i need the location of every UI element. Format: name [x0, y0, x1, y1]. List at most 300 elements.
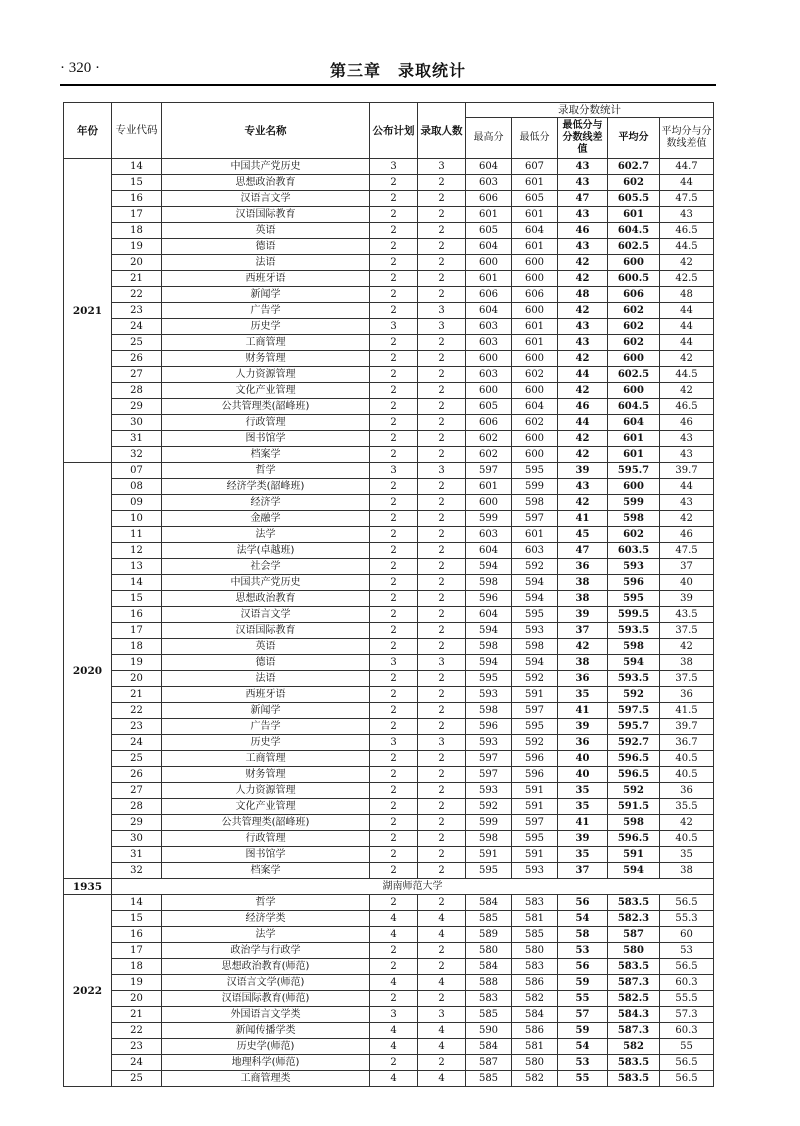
table-row — [64, 431, 714, 447]
table-row — [64, 991, 714, 1007]
cell-admitted: 2 — [418, 271, 466, 287]
cell-plan: 2 — [370, 175, 418, 191]
cell-lowest: 601 — [512, 527, 558, 543]
cell-plan: 2 — [370, 687, 418, 703]
cell-avg-diff: 46.5 — [660, 399, 714, 415]
cell-major-name: 政治学与行政学 — [162, 943, 370, 959]
cell-code: 21 — [112, 271, 162, 287]
cell-average: 602.5 — [608, 239, 660, 255]
cell-plan: 2 — [370, 431, 418, 447]
cell-avg-diff: 47.5 — [660, 543, 714, 559]
cell-major-name: 德语 — [162, 239, 370, 255]
cell-highest: 600 — [466, 383, 512, 399]
cell-code: 32 — [112, 447, 162, 463]
cell-code: 15 — [112, 175, 162, 191]
cell-lowest: 585 — [512, 927, 558, 943]
cell-avg-diff: 39 — [660, 591, 714, 607]
cell-lowest: 600 — [512, 383, 558, 399]
cell-lowest: 600 — [512, 271, 558, 287]
cell-avg-diff: 44 — [660, 319, 714, 335]
cell-major-name: 新闻学 — [162, 703, 370, 719]
table-row — [64, 495, 714, 511]
cell-major-name: 广告学 — [162, 303, 370, 319]
cell-min-diff: 42 — [558, 271, 608, 287]
cell-average: 596.5 — [608, 767, 660, 783]
cell-average: 598 — [608, 639, 660, 655]
cell-code: 17 — [112, 623, 162, 639]
cell-min-diff: 54 — [558, 1039, 608, 1055]
table-row — [64, 927, 714, 943]
cell-plan: 2 — [370, 783, 418, 799]
cell-highest: 600 — [466, 255, 512, 271]
cell-code: 24 — [112, 1055, 162, 1071]
cell-highest: 604 — [466, 159, 512, 175]
cell-year: 2022 — [64, 895, 112, 1087]
cell-avg-diff: 43 — [660, 495, 714, 511]
page-header — [60, 58, 716, 82]
cell-admitted: 4 — [418, 975, 466, 991]
cell-highest: 606 — [466, 191, 512, 207]
cell-lowest: 596 — [512, 751, 558, 767]
cell-major-name: 新闻传播学类 — [162, 1023, 370, 1039]
cell-min-diff: 41 — [558, 815, 608, 831]
cell-admitted: 2 — [418, 495, 466, 511]
cell-major-name: 西班牙语 — [162, 271, 370, 287]
cell-min-diff: 43 — [558, 319, 608, 335]
cell-avg-diff: 43 — [660, 431, 714, 447]
cell-highest: 604 — [466, 607, 512, 623]
cell-admitted: 3 — [418, 463, 466, 479]
university-code: 1935 — [64, 879, 112, 895]
cell-lowest: 600 — [512, 431, 558, 447]
cell-admitted: 2 — [418, 831, 466, 847]
cell-major-name: 历史学 — [162, 319, 370, 335]
table-row — [64, 783, 714, 799]
cell-plan: 2 — [370, 607, 418, 623]
cell-major-name: 行政管理 — [162, 831, 370, 847]
cell-min-diff: 56 — [558, 959, 608, 975]
cell-min-diff: 35 — [558, 847, 608, 863]
cell-avg-diff: 42.5 — [660, 271, 714, 287]
cell-avg-diff: 55.3 — [660, 911, 714, 927]
cell-min-diff: 55 — [558, 1071, 608, 1087]
cell-min-diff: 58 — [558, 927, 608, 943]
cell-admitted: 2 — [418, 207, 466, 223]
table-row — [64, 399, 714, 415]
col-avg-diff: 平均分与分数线差值 — [660, 118, 714, 159]
admission-stats-table — [63, 102, 714, 1087]
cell-admitted: 4 — [418, 911, 466, 927]
table-row — [64, 351, 714, 367]
cell-code: 15 — [112, 591, 162, 607]
cell-admitted: 2 — [418, 351, 466, 367]
cell-admitted: 2 — [418, 367, 466, 383]
cell-major-name: 人力资源管理 — [162, 367, 370, 383]
cell-plan: 3 — [370, 159, 418, 175]
col-score-group: 录取分数统计 — [466, 103, 714, 118]
cell-average: 592 — [608, 783, 660, 799]
cell-admitted: 3 — [418, 655, 466, 671]
cell-plan: 2 — [370, 863, 418, 879]
cell-average: 601 — [608, 447, 660, 463]
cell-average: 600 — [608, 255, 660, 271]
cell-min-diff: 37 — [558, 863, 608, 879]
page-number: · 320 · — [60, 60, 100, 76]
cell-highest: 593 — [466, 687, 512, 703]
cell-average: 605.5 — [608, 191, 660, 207]
cell-major-name: 法语 — [162, 671, 370, 687]
cell-major-name: 人力资源管理 — [162, 783, 370, 799]
cell-highest: 594 — [466, 559, 512, 575]
cell-avg-diff: 39.7 — [660, 463, 714, 479]
cell-code: 10 — [112, 511, 162, 527]
cell-major-name: 经济学 — [162, 495, 370, 511]
cell-admitted: 2 — [418, 751, 466, 767]
cell-min-diff: 47 — [558, 543, 608, 559]
cell-plan: 2 — [370, 943, 418, 959]
cell-highest: 593 — [466, 735, 512, 751]
cell-lowest: 591 — [512, 799, 558, 815]
cell-plan: 4 — [370, 911, 418, 927]
cell-min-diff: 39 — [558, 607, 608, 623]
cell-average: 582.5 — [608, 991, 660, 1007]
cell-admitted: 2 — [418, 719, 466, 735]
cell-code: 26 — [112, 767, 162, 783]
cell-code: 08 — [112, 479, 162, 495]
cell-plan: 2 — [370, 959, 418, 975]
cell-plan: 2 — [370, 191, 418, 207]
cell-min-diff: 38 — [558, 591, 608, 607]
table-row — [64, 591, 714, 607]
cell-plan: 2 — [370, 895, 418, 911]
cell-highest: 603 — [466, 527, 512, 543]
cell-min-diff: 36 — [558, 559, 608, 575]
cell-highest: 605 — [466, 399, 512, 415]
cell-admitted: 2 — [418, 447, 466, 463]
cell-major-name: 历史学(师范) — [162, 1039, 370, 1055]
cell-min-diff: 43 — [558, 335, 608, 351]
cell-admitted: 3 — [418, 735, 466, 751]
cell-min-diff: 53 — [558, 943, 608, 959]
cell-min-diff: 38 — [558, 655, 608, 671]
cell-highest: 595 — [466, 863, 512, 879]
cell-major-name: 德语 — [162, 655, 370, 671]
cell-avg-diff: 55.5 — [660, 991, 714, 1007]
cell-code: 19 — [112, 239, 162, 255]
cell-lowest: 593 — [512, 623, 558, 639]
cell-highest: 597 — [466, 767, 512, 783]
cell-lowest: 597 — [512, 511, 558, 527]
cell-plan: 2 — [370, 991, 418, 1007]
cell-highest: 585 — [466, 1007, 512, 1023]
cell-average: 602 — [608, 335, 660, 351]
table-row — [64, 367, 714, 383]
table-row — [64, 239, 714, 255]
cell-average: 602.5 — [608, 367, 660, 383]
cell-major-name: 英语 — [162, 223, 370, 239]
cell-lowest: 607 — [512, 159, 558, 175]
cell-major-name: 工商管理类 — [162, 1071, 370, 1087]
table-row — [64, 207, 714, 223]
cell-major-name: 外国语言文学类 — [162, 1007, 370, 1023]
cell-highest: 591 — [466, 847, 512, 863]
cell-lowest: 580 — [512, 943, 558, 959]
cell-major-name: 财务管理 — [162, 767, 370, 783]
cell-min-diff: 57 — [558, 1007, 608, 1023]
cell-lowest: 580 — [512, 1055, 558, 1071]
cell-code: 25 — [112, 751, 162, 767]
cell-admitted: 2 — [418, 511, 466, 527]
cell-highest: 589 — [466, 927, 512, 943]
cell-highest: 598 — [466, 831, 512, 847]
cell-average: 592.7 — [608, 735, 660, 751]
cell-highest: 599 — [466, 815, 512, 831]
cell-lowest: 598 — [512, 639, 558, 655]
cell-min-diff: 37 — [558, 623, 608, 639]
cell-plan: 2 — [370, 479, 418, 495]
cell-highest: 602 — [466, 447, 512, 463]
cell-lowest: 582 — [512, 991, 558, 1007]
cell-min-diff: 40 — [558, 751, 608, 767]
cell-average: 587.3 — [608, 1023, 660, 1039]
cell-lowest: 595 — [512, 831, 558, 847]
cell-admitted: 2 — [418, 799, 466, 815]
cell-min-diff: 53 — [558, 1055, 608, 1071]
cell-highest: 601 — [466, 271, 512, 287]
cell-admitted: 2 — [418, 703, 466, 719]
cell-avg-diff: 42 — [660, 351, 714, 367]
cell-average: 604.5 — [608, 223, 660, 239]
cell-major-name: 新闻学 — [162, 287, 370, 303]
table-row — [64, 655, 714, 671]
cell-highest: 601 — [466, 479, 512, 495]
cell-min-diff: 41 — [558, 703, 608, 719]
table-row — [64, 863, 714, 879]
cell-average: 580 — [608, 943, 660, 959]
cell-plan: 2 — [370, 831, 418, 847]
cell-avg-diff: 48 — [660, 287, 714, 303]
cell-lowest: 594 — [512, 655, 558, 671]
cell-admitted: 2 — [418, 399, 466, 415]
cell-min-diff: 36 — [558, 735, 608, 751]
cell-major-name: 财务管理 — [162, 351, 370, 367]
header-rule — [60, 84, 716, 86]
col-name: 专业名称 — [162, 103, 370, 159]
table-row — [64, 479, 714, 495]
cell-code: 19 — [112, 975, 162, 991]
cell-average: 604 — [608, 415, 660, 431]
cell-average: 596.5 — [608, 751, 660, 767]
cell-code: 22 — [112, 1023, 162, 1039]
cell-highest: 594 — [466, 655, 512, 671]
cell-lowest: 594 — [512, 591, 558, 607]
cell-year: 2021 — [64, 159, 112, 463]
cell-average: 602.7 — [608, 159, 660, 175]
cell-average: 591.5 — [608, 799, 660, 815]
cell-lowest: 605 — [512, 191, 558, 207]
cell-lowest: 599 — [512, 479, 558, 495]
cell-admitted: 2 — [418, 591, 466, 607]
cell-min-diff: 42 — [558, 303, 608, 319]
cell-code: 18 — [112, 959, 162, 975]
cell-major-name: 汉语国际教育(师范) — [162, 991, 370, 1007]
cell-average: 602 — [608, 319, 660, 335]
cell-highest: 596 — [466, 591, 512, 607]
cell-plan: 2 — [370, 575, 418, 591]
cell-avg-diff: 44 — [660, 335, 714, 351]
col-lowest: 最低分 — [512, 118, 558, 159]
cell-highest: 606 — [466, 415, 512, 431]
cell-highest: 604 — [466, 303, 512, 319]
cell-code: 18 — [112, 223, 162, 239]
cell-lowest: 598 — [512, 495, 558, 511]
cell-plan: 2 — [370, 751, 418, 767]
cell-lowest: 592 — [512, 559, 558, 575]
cell-code: 19 — [112, 655, 162, 671]
cell-admitted: 2 — [418, 767, 466, 783]
cell-plan: 3 — [370, 655, 418, 671]
cell-admitted: 2 — [418, 383, 466, 399]
cell-admitted: 4 — [418, 1039, 466, 1055]
cell-admitted: 2 — [418, 623, 466, 639]
cell-plan: 2 — [370, 415, 418, 431]
col-year: 年份 — [64, 103, 112, 159]
cell-major-name: 地理科学(师范) — [162, 1055, 370, 1071]
cell-code: 20 — [112, 255, 162, 271]
table-row — [64, 607, 714, 623]
cell-avg-diff: 46 — [660, 527, 714, 543]
cell-major-name: 汉语言文学 — [162, 607, 370, 623]
cell-avg-diff: 42 — [660, 255, 714, 271]
cell-highest: 606 — [466, 287, 512, 303]
cell-major-name: 英语 — [162, 639, 370, 655]
cell-plan: 4 — [370, 927, 418, 943]
cell-highest: 585 — [466, 911, 512, 927]
cell-plan: 2 — [370, 303, 418, 319]
cell-avg-diff: 37.5 — [660, 671, 714, 687]
cell-average: 597.5 — [608, 703, 660, 719]
cell-highest: 600 — [466, 495, 512, 511]
col-highest: 最高分 — [466, 118, 512, 159]
cell-plan: 2 — [370, 623, 418, 639]
cell-plan: 2 — [370, 639, 418, 655]
cell-min-diff: 42 — [558, 447, 608, 463]
cell-lowest: 595 — [512, 719, 558, 735]
cell-avg-diff: 56.5 — [660, 959, 714, 975]
cell-plan: 2 — [370, 671, 418, 687]
cell-average: 595 — [608, 591, 660, 607]
cell-admitted: 2 — [418, 639, 466, 655]
cell-plan: 2 — [370, 207, 418, 223]
table-row — [64, 303, 714, 319]
cell-plan: 2 — [370, 543, 418, 559]
table-row — [64, 255, 714, 271]
cell-admitted: 2 — [418, 783, 466, 799]
cell-average: 594 — [608, 863, 660, 879]
cell-min-diff: 42 — [558, 351, 608, 367]
table-row — [64, 751, 714, 767]
cell-lowest: 594 — [512, 575, 558, 591]
cell-code: 30 — [112, 415, 162, 431]
cell-major-name: 行政管理 — [162, 415, 370, 431]
table-row — [64, 1007, 714, 1023]
cell-plan: 2 — [370, 703, 418, 719]
cell-average: 592 — [608, 687, 660, 703]
cell-admitted: 2 — [418, 239, 466, 255]
cell-major-name: 法语 — [162, 255, 370, 271]
cell-admitted: 2 — [418, 527, 466, 543]
cell-code: 16 — [112, 927, 162, 943]
cell-average: 596 — [608, 575, 660, 591]
cell-code: 29 — [112, 399, 162, 415]
cell-highest: 603 — [466, 367, 512, 383]
cell-admitted: 4 — [418, 1071, 466, 1087]
cell-highest: 604 — [466, 543, 512, 559]
university-name: 湖南师范大学 — [112, 879, 714, 895]
col-average: 平均分 — [608, 118, 660, 159]
cell-plan: 2 — [370, 399, 418, 415]
col-min-diff: 最低分与分数线差值 — [558, 118, 608, 159]
cell-lowest: 581 — [512, 1039, 558, 1055]
cell-highest: 598 — [466, 639, 512, 655]
cell-min-diff: 56 — [558, 895, 608, 911]
cell-major-name: 档案学 — [162, 447, 370, 463]
cell-admitted: 2 — [418, 991, 466, 1007]
cell-code: 31 — [112, 847, 162, 863]
cell-avg-diff: 56.5 — [660, 1071, 714, 1087]
cell-admitted: 3 — [418, 319, 466, 335]
cell-plan: 4 — [370, 1071, 418, 1087]
cell-admitted: 2 — [418, 863, 466, 879]
cell-min-diff: 43 — [558, 239, 608, 255]
col-code: 专业代码 — [112, 103, 162, 159]
cell-min-diff: 43 — [558, 207, 608, 223]
cell-average: 602 — [608, 527, 660, 543]
cell-average: 591 — [608, 847, 660, 863]
cell-min-diff: 59 — [558, 975, 608, 991]
cell-average: 595.7 — [608, 719, 660, 735]
cell-admitted: 3 — [418, 159, 466, 175]
cell-code: 22 — [112, 703, 162, 719]
cell-admitted: 2 — [418, 943, 466, 959]
cell-admitted: 2 — [418, 815, 466, 831]
cell-highest: 593 — [466, 783, 512, 799]
cell-lowest: 606 — [512, 287, 558, 303]
cell-major-name: 法学 — [162, 527, 370, 543]
cell-min-diff: 39 — [558, 463, 608, 479]
table-row — [64, 383, 714, 399]
cell-plan: 3 — [370, 319, 418, 335]
cell-min-diff: 43 — [558, 479, 608, 495]
cell-avg-diff: 36 — [660, 783, 714, 799]
cell-highest: 604 — [466, 239, 512, 255]
cell-average: 600 — [608, 383, 660, 399]
cell-lowest: 582 — [512, 1071, 558, 1087]
table-row — [64, 543, 714, 559]
cell-admitted: 2 — [418, 847, 466, 863]
cell-plan: 3 — [370, 1007, 418, 1023]
cell-code: 23 — [112, 719, 162, 735]
cell-code: 25 — [112, 335, 162, 351]
cell-admitted: 2 — [418, 575, 466, 591]
cell-min-diff: 42 — [558, 495, 608, 511]
cell-plan: 4 — [370, 975, 418, 991]
cell-min-diff: 42 — [558, 255, 608, 271]
cell-min-diff: 46 — [558, 223, 608, 239]
cell-lowest: 601 — [512, 239, 558, 255]
cell-avg-diff: 44.5 — [660, 367, 714, 383]
cell-min-diff: 42 — [558, 383, 608, 399]
